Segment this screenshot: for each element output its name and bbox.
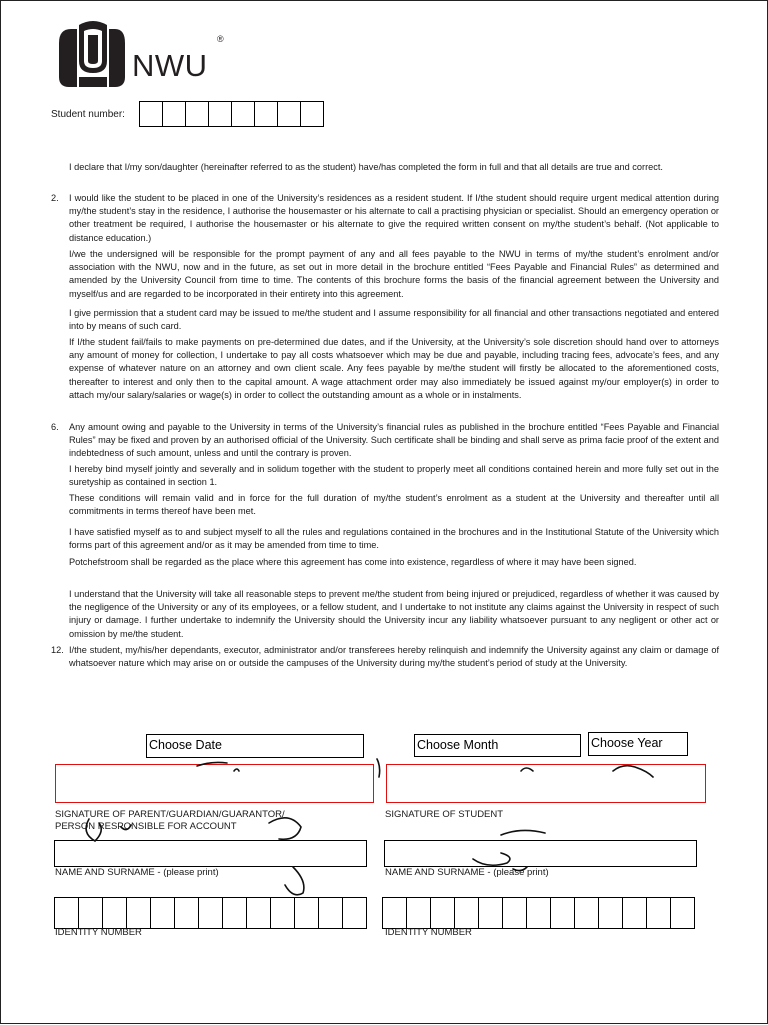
identity-digit-box[interactable] — [55, 898, 79, 928]
paragraph-text: I declare that I/my son/daughter (hereinafter referred to as the student) have/has completed the form in full and that all details are true and correct. — [69, 162, 663, 172]
identity-digit-box[interactable] — [527, 898, 551, 928]
identity-digit-box[interactable] — [407, 898, 431, 928]
student-name-input[interactable] — [384, 840, 697, 867]
paragraph-text: Potchefstroom shall be regarded as the place where this agreement has come into existence, regardless of where it may have been signed. — [69, 557, 637, 567]
logo-wordmark: NWU — [132, 48, 208, 83]
paragraph-text: I give permission that a student card may be issued to me/the student and I assume responsibility for all financial and other transactions negotiated and entered into by means of such card. — [69, 308, 719, 332]
identity-digit-box[interactable] — [343, 898, 367, 928]
paragraph-text: I hereby bind myself jointly and severally and in solidum together with the student to properly meet all conditions contained herein and more fully set out in the suretyship as contained in section 1. — [69, 464, 719, 488]
terms-paragraph — [69, 336, 719, 402]
student-name-label: NAME AND SURNAME - (please print) — [385, 867, 549, 878]
identity-digit-box[interactable] — [455, 898, 479, 928]
identity-digit-box[interactable] — [175, 898, 199, 928]
terms-paragraph — [51, 192, 719, 245]
parent-signature-label-line1: SIGNATURE OF PARENT/GUARDIAN/GUARANTOR/ — [55, 809, 285, 820]
terms-paragraph — [69, 526, 719, 552]
identity-digit-box[interactable] — [319, 898, 343, 928]
identity-digit-box[interactable] — [503, 898, 527, 928]
identity-digit-box[interactable] — [575, 898, 599, 928]
student-number-digit-box[interactable] — [186, 102, 209, 126]
identity-digit-box[interactable] — [431, 898, 455, 928]
student-identity-number-boxes[interactable] — [382, 897, 695, 929]
identity-digit-box[interactable] — [103, 898, 127, 928]
student-number-digit-box[interactable] — [278, 102, 301, 126]
student-number-digit-box[interactable] — [209, 102, 232, 126]
identity-digit-box[interactable] — [223, 898, 247, 928]
paragraph-text: These conditions will remain valid and in force for the full duration of my/the student’s enrolment as a student at the University and thereafter until all commitments in terms thereof have been met. — [69, 493, 719, 517]
paragraph-number: 6. — [51, 422, 59, 432]
student-signature-label: SIGNATURE OF STUDENT — [385, 809, 504, 820]
terms-paragraph — [69, 556, 719, 569]
identity-digit-box[interactable] — [271, 898, 295, 928]
nwu-logo — [57, 21, 227, 87]
identity-digit-box[interactable] — [671, 898, 695, 928]
terms-paragraph — [51, 644, 719, 670]
student-number-digit-box[interactable] — [163, 102, 186, 126]
identity-digit-box[interactable] — [295, 898, 319, 928]
paragraph-text: I/the student, my/his/her dependants, executor, administrator and/or transferees hereby relinquish and indemnify the University against any claim or damage of whatsoever nature which may arise on or outside the campuses of the University during my/the student’s period of study at the University. — [69, 645, 719, 669]
identity-digit-box[interactable] — [247, 898, 271, 928]
identity-digit-box[interactable] — [647, 898, 671, 928]
paragraph-text: I would like the student to be placed in one of the University’s residences as a resident student. If I/the student should require urgent medical attention during my/the student’s stay in the residence, I authorise the housemaster or his alternate to call a practising physician or specialist. Should an emergency operation or other treatment be required, I authorise the housemaster or his alternate to give the required written consent on my/the student’s behalf. (Not applicable to distance education.) — [69, 193, 719, 243]
nwu-emblem-icon — [57, 21, 127, 87]
paragraph-text: I have satisfied myself as to and subject myself to all the rules and regulations contained in the brochures and in the Institutional Statute of the University which forms part of this agreement and/or as it may be amended from time to time. — [69, 527, 719, 551]
parent-name-input[interactable] — [54, 840, 367, 867]
student-number-digit-box[interactable] — [255, 102, 278, 126]
terms-paragraph — [69, 248, 719, 301]
paragraph-text: If I/the student fail/fails to make payments on pre-determined due dates, and if the University, at the University’s sole discretion should hand over to attorneys any amount of money for collection, I undertake to pay all costs whatsoever which may be due and payable, including tracing fees, advocate’s fees, and any expense of whatever nature on an attorney and own client scale. Any fees payable by me/the student will firstly be allocated to the aforementioned costs, thereafter to interest and only then to the capital amount. A wage attachment order may also immediately be issued against my/our employer(s) in order to attach my/our salary/salaries or wage(s) in order to collect the outstanding amount as a whole or in instalments. — [69, 337, 719, 400]
parent-signature-label-line2: PERSON RESPONSIBLE FOR ACCOUNT — [55, 821, 237, 832]
identity-digit-box[interactable] — [383, 898, 407, 928]
terms-paragraph — [69, 588, 719, 641]
student-identity-label: IDENTITY NUMBER — [385, 927, 472, 938]
student-number-digit-box[interactable] — [140, 102, 163, 126]
identity-digit-box[interactable] — [479, 898, 503, 928]
paragraph-number: 2. — [51, 193, 59, 203]
terms-paragraph — [69, 492, 719, 518]
choose-month-select[interactable]: Choose Month — [414, 734, 581, 757]
terms-paragraph — [51, 421, 719, 461]
parent-identity-number-boxes[interactable] — [54, 897, 367, 929]
terms-paragraph — [69, 161, 719, 174]
student-signature-field[interactable] — [386, 764, 706, 803]
student-number-label: Student number: — [51, 109, 125, 120]
parent-signature-field[interactable] — [55, 764, 374, 803]
identity-digit-box[interactable] — [199, 898, 223, 928]
registered-mark: ® — [217, 34, 224, 44]
identity-digit-box[interactable] — [151, 898, 175, 928]
terms-paragraph — [69, 463, 719, 489]
choose-date-select[interactable]: Choose Date — [146, 734, 364, 758]
identity-digit-box[interactable] — [127, 898, 151, 928]
parent-signature-label — [55, 809, 285, 833]
identity-digit-box[interactable] — [623, 898, 647, 928]
paragraph-number: 12. — [51, 645, 64, 655]
terms-paragraph — [69, 307, 719, 333]
identity-digit-box[interactable] — [551, 898, 575, 928]
paragraph-text: Any amount owing and payable to the University in terms of the University’s financial rules as published in the brochure entitled “Fees Payable and Financial Rules” may be fixed and proven by an authorised official of the University. Such certificate shall be binding and shall serve as prima facie proof of the extent and indebtedness of such amount, unless and until the contrary is proven. — [69, 422, 719, 459]
student-number-boxes[interactable] — [139, 101, 324, 127]
paragraph-text: I understand that the University will take all reasonable steps to prevent me/the student from being injured or prejudiced, regardless of whether it was caused by the negligence of the University or any of its employees, or a fellow student, and I undertake to not institute any claims against the University in respect of such injury or damage. I further undertake to indemnify the University should the University incur any liability whatsoever pursuant to any negligent or other act or omission by me/the student. — [69, 589, 719, 639]
choose-year-select[interactable]: Choose Year — [588, 732, 688, 756]
paragraph-text: I/we the undersigned will be responsible for the prompt payment of any and all fees payable to the NWU in terms of my/the student’s enrolment and/or association with the NWU, now and in the future, as set out in more detail in the brochure entitled “Fees Payable and Financial Rules” as determined and amended by the University Council from time to time. The contents of this brochure forms the basis of the financial agreement between the University and myself/us and are regarded to be incorporated in their entirety into this agreement. — [69, 249, 719, 299]
student-number-digit-box[interactable] — [232, 102, 255, 126]
identity-digit-box[interactable] — [599, 898, 623, 928]
identity-digit-box[interactable] — [79, 898, 103, 928]
student-number-digit-box[interactable] — [301, 102, 324, 126]
parent-name-label: NAME AND SURNAME - (please print) — [55, 867, 219, 878]
parent-identity-label: IDENTITY NUMBER — [55, 927, 142, 938]
